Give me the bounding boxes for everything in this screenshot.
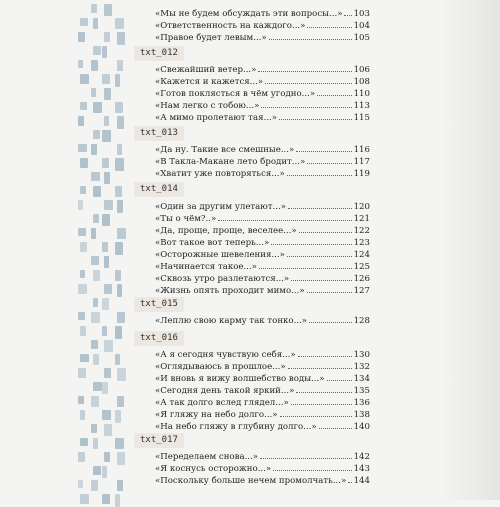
toc-entry[interactable] <box>155 20 370 32</box>
toc-entry-title: «Ответственность на каждого...» <box>155 21 306 31</box>
toc-entry-page: 115 <box>353 113 370 123</box>
toc-entry[interactable] <box>155 421 370 433</box>
toc-entry[interactable] <box>155 225 370 237</box>
decorative-dash <box>93 18 98 29</box>
toc-entry-title: «Правое будет левым...» <box>155 33 267 43</box>
decorative-dash <box>115 242 123 255</box>
decorative-dash <box>80 354 89 362</box>
toc-entry[interactable] <box>155 397 370 409</box>
decorative-dash <box>117 116 124 129</box>
toc-entry-page: 108 <box>353 77 370 87</box>
decorative-dash <box>80 74 89 84</box>
decorative-dash <box>102 494 110 504</box>
toc-entry-page: 119 <box>353 169 370 179</box>
toc-entry-title: «Кажется и кажется...» <box>155 77 264 87</box>
toc-entry-page: 142 <box>353 452 370 462</box>
decorative-dash <box>93 46 101 55</box>
toc-entry-page: 124 <box>353 250 370 260</box>
decorative-dash <box>102 382 108 394</box>
toc-entry[interactable] <box>155 88 370 100</box>
dot-leader <box>261 100 351 108</box>
toc-entry-page: 128 <box>353 316 370 326</box>
toc-entry[interactable] <box>155 237 370 249</box>
dot-leader <box>307 156 351 164</box>
toc-entry-title: «Оглядываюсь в прошлое...» <box>155 362 286 372</box>
toc-entry-title: «Переделаем снова...» <box>155 452 259 462</box>
decorative-dash <box>115 18 124 29</box>
toc-entry[interactable] <box>155 168 370 180</box>
toc-entry-page: 138 <box>353 410 370 420</box>
decorative-dash <box>117 60 123 71</box>
decorative-dash <box>78 452 85 462</box>
decorative-dash <box>93 354 99 365</box>
decorative-dash <box>104 32 110 42</box>
toc-entry-title: «На небо гляжу в глубину долго...» <box>155 422 317 432</box>
decorative-dash <box>78 60 83 68</box>
decorative-dash <box>102 158 109 168</box>
decorative-dash <box>104 424 112 436</box>
decorative-dash <box>91 88 96 97</box>
toc-entry-title: «Я коснусь осторожно...» <box>155 464 272 474</box>
decorative-dash <box>80 102 87 110</box>
dot-leader <box>291 397 352 405</box>
decorative-dash <box>115 494 120 507</box>
toc-entry-page: 116 <box>353 145 370 155</box>
toc-entry[interactable] <box>155 112 370 124</box>
decorative-dash <box>104 4 112 16</box>
toc-entry[interactable] <box>155 64 370 76</box>
decorative-dash <box>104 284 112 294</box>
toc-entry-title: «И вновь я вижу волшебство воды...» <box>155 374 325 384</box>
toc-entry-page: 120 <box>353 202 370 212</box>
decorative-dash <box>115 102 123 113</box>
toc-entry[interactable] <box>155 32 370 44</box>
toc-entry[interactable] <box>155 249 370 261</box>
toc-entry-title: «Да ну. Такие все смешные...» <box>155 145 295 155</box>
decorative-dash <box>78 228 86 236</box>
decorative-dash <box>104 368 111 378</box>
toc-entry-page: 113 <box>353 101 370 111</box>
decorative-dash <box>93 298 98 307</box>
dot-leader <box>296 385 351 393</box>
decorative-dash <box>117 228 126 239</box>
toc-entry-title: «Ты о чём?..» <box>155 214 217 224</box>
toc-entry-title: «Свежайший ветер...» <box>155 65 257 75</box>
decorative-dash <box>78 396 84 404</box>
decorative-dash <box>91 340 98 349</box>
section-label: txt_017 <box>134 433 184 448</box>
toc-entry[interactable] <box>155 361 370 373</box>
toc-entry-page: 143 <box>353 464 370 474</box>
dot-leader <box>348 475 351 483</box>
decorative-dash <box>117 312 125 323</box>
decorative-dash <box>93 438 98 449</box>
decorative-dash <box>104 172 110 184</box>
dot-leader <box>309 315 352 323</box>
decorative-dash <box>115 74 120 87</box>
decorative-dash <box>115 186 122 197</box>
decorative-dash <box>104 452 110 462</box>
decorative-dash-column <box>78 0 138 500</box>
dot-leader <box>307 20 351 28</box>
decorative-dash <box>91 228 96 239</box>
toc-entry-title: «А мимо пролетают тая...» <box>155 113 278 123</box>
dot-leader <box>287 168 352 176</box>
toc-entry-page: 110 <box>353 89 370 99</box>
decorative-dash <box>104 256 109 268</box>
decorative-dash <box>102 466 107 478</box>
decorative-dash <box>80 242 87 252</box>
toc-entry-page: 125 <box>353 262 370 272</box>
decorative-dash <box>115 158 124 171</box>
decorative-dash <box>78 116 84 126</box>
toc-entry-title: «Один за другим улетают...» <box>155 202 286 212</box>
decorative-dash <box>78 32 85 42</box>
decorative-dash <box>115 326 122 339</box>
toc-entry-page: 123 <box>353 238 370 248</box>
decorative-dash <box>80 158 88 168</box>
toc-entry[interactable] <box>155 201 370 213</box>
toc-entry-page: 136 <box>353 398 370 408</box>
toc-entry-title: «Нам легко с тобою...» <box>155 101 260 111</box>
decorative-dash <box>80 494 89 504</box>
toc-entry-title: «Осторожные шевеления...» <box>155 250 285 260</box>
toc-entry-title: «Сегодня день такой яркий...» <box>155 386 295 396</box>
section-label: txt_014 <box>134 182 184 197</box>
decorative-dash <box>102 214 110 226</box>
decorative-dash <box>91 424 97 433</box>
decorative-dash <box>117 284 122 297</box>
toc-entry-title: «Леплю свою карму так тонко...» <box>155 316 308 326</box>
toc-entry-title: «Сквозь утро разлетаются...» <box>155 274 290 284</box>
decorative-dash <box>102 410 111 420</box>
toc-entry-title: «Начинается такое...» <box>155 262 257 272</box>
toc-entry-page: 122 <box>353 226 370 236</box>
decorative-dash <box>115 354 120 365</box>
section-label: txt_012 <box>134 46 184 61</box>
dot-leader <box>287 249 352 257</box>
decorative-dash <box>91 256 99 265</box>
decorative-dash <box>91 60 98 71</box>
dot-leader <box>319 421 352 429</box>
decorative-dash <box>104 88 111 100</box>
dot-leader <box>307 285 352 293</box>
toc-entry-title: «Поскольку больше нечем промолчать...» <box>155 476 347 486</box>
dot-leader <box>279 112 352 120</box>
decorative-dash <box>102 242 108 252</box>
decorative-dash <box>93 382 102 391</box>
toc-entry-page: 135 <box>353 386 370 396</box>
decorative-dash <box>91 312 100 323</box>
toc-entry[interactable] <box>155 76 370 88</box>
decorative-dash <box>78 312 85 320</box>
page-spine-shadow <box>440 0 500 500</box>
toc-entry[interactable] <box>155 315 370 327</box>
toc-entry-title: «Да, проще, проще, веселее...» <box>155 226 297 236</box>
decorative-dash <box>78 284 87 294</box>
toc-entry-page: 132 <box>353 362 370 372</box>
decorative-dash <box>104 116 109 126</box>
toc-entry[interactable] <box>155 451 370 463</box>
dot-leader <box>271 237 351 245</box>
decorative-dash <box>80 186 86 194</box>
toc-entry-title: «Готов поклясться в чём угодно...» <box>155 89 316 99</box>
toc-entry-title: «Хватит уже повторяться...» <box>155 169 285 179</box>
toc-entry[interactable] <box>155 463 370 475</box>
toc-entry-page: 134 <box>353 374 370 384</box>
toc-entry-title: «А я сегодня чувствую себя...» <box>155 350 296 360</box>
dot-leader <box>269 32 352 40</box>
dot-leader <box>317 88 351 96</box>
toc-entry[interactable] <box>155 144 370 156</box>
section-label: txt_013 <box>134 126 184 141</box>
dot-leader <box>288 361 352 369</box>
toc-entry-title: «Мы не будем обсуждать эти вопросы...» <box>155 9 343 19</box>
decorative-dash <box>102 298 109 310</box>
decorative-dash <box>93 102 102 113</box>
toc-entry[interactable] <box>155 8 370 20</box>
decorative-dash <box>78 144 87 152</box>
toc-entry-page: 104 <box>353 21 370 31</box>
dot-leader <box>288 201 352 209</box>
decorative-dash <box>78 368 86 378</box>
decorative-dash <box>93 214 99 223</box>
decorative-dash <box>102 46 107 58</box>
section-label: txt_015 <box>134 297 184 312</box>
decorative-dash <box>91 4 97 13</box>
dot-leader <box>327 373 352 381</box>
decorative-dash <box>117 144 122 155</box>
toc-entry-title: «Я гляжу на небо долго...» <box>155 410 278 420</box>
toc-entry[interactable] <box>155 409 370 421</box>
toc-entry-title: «В Такла-Макане лето бродит...» <box>155 157 306 167</box>
dot-leader <box>273 463 351 471</box>
decorative-dash <box>117 396 124 407</box>
decorative-dash <box>117 32 125 45</box>
toc-entry-page: 127 <box>353 286 370 296</box>
decorative-dash <box>80 326 86 336</box>
dot-leader <box>218 213 351 221</box>
dot-leader <box>296 144 351 152</box>
toc-entry-page: 130 <box>353 350 370 360</box>
decorative-dash <box>80 18 88 26</box>
dot-leader <box>299 225 352 233</box>
decorative-dash <box>115 410 121 423</box>
decorative-dash <box>91 144 97 155</box>
decorative-dash <box>117 200 123 213</box>
toc-entry-page: 106 <box>353 65 370 75</box>
dot-leader <box>344 8 351 16</box>
decorative-dash <box>93 186 101 197</box>
toc-entry[interactable] <box>155 100 370 112</box>
toc-entry-title: «Вот такое вот теперь...» <box>155 238 270 248</box>
toc-entry[interactable] <box>155 273 370 285</box>
dot-leader <box>259 261 352 269</box>
toc-entry[interactable] <box>155 261 370 273</box>
dot-leader <box>265 76 351 84</box>
decorative-dash <box>91 172 100 181</box>
decorative-dash <box>93 270 100 281</box>
decorative-dash <box>78 480 83 488</box>
decorative-dash <box>115 438 124 449</box>
toc-entry-page: 144 <box>353 476 370 486</box>
toc-entry[interactable] <box>155 285 370 297</box>
toc-entry[interactable] <box>155 156 370 168</box>
decorative-dash <box>91 480 98 491</box>
toc-entry-page: 140 <box>353 422 370 432</box>
toc-entry-page: 117 <box>353 157 370 167</box>
decorative-dash <box>102 326 107 336</box>
decorative-dash <box>117 452 125 465</box>
dot-leader <box>280 409 352 417</box>
toc-entry[interactable] <box>155 475 370 487</box>
decorative-dash <box>104 340 113 352</box>
dot-leader <box>298 349 352 357</box>
toc-entry-page: 121 <box>353 214 370 224</box>
toc-entry-title: «Жизнь опять проходит мимо...» <box>155 286 305 296</box>
decorative-dash <box>80 438 88 446</box>
decorative-dash <box>93 466 101 475</box>
decorative-dash <box>117 368 126 381</box>
decorative-dash <box>117 480 123 491</box>
decorative-dash <box>102 130 111 142</box>
section-label: txt_016 <box>134 331 184 346</box>
dot-leader <box>260 451 352 459</box>
decorative-dash <box>104 200 113 210</box>
decorative-dash <box>102 74 110 84</box>
toc-entry-page: 105 <box>353 33 370 43</box>
decorative-dash <box>93 130 100 139</box>
toc-entry[interactable] <box>155 385 370 397</box>
decorative-dash <box>80 410 85 420</box>
decorative-dash <box>91 396 99 407</box>
decorative-dash <box>115 270 121 281</box>
toc-entry-page: 103 <box>353 9 370 19</box>
decorative-dash <box>78 200 83 210</box>
dot-leader <box>258 64 351 72</box>
dot-leader <box>291 273 351 281</box>
toc-entry[interactable] <box>155 213 370 225</box>
toc-entry-page: 126 <box>353 274 370 284</box>
toc-entry[interactable] <box>155 373 370 385</box>
toc-entry-title: «А так долго вслед глядел...» <box>155 398 289 408</box>
decorative-dash <box>80 270 85 278</box>
toc-entry[interactable] <box>155 349 370 361</box>
